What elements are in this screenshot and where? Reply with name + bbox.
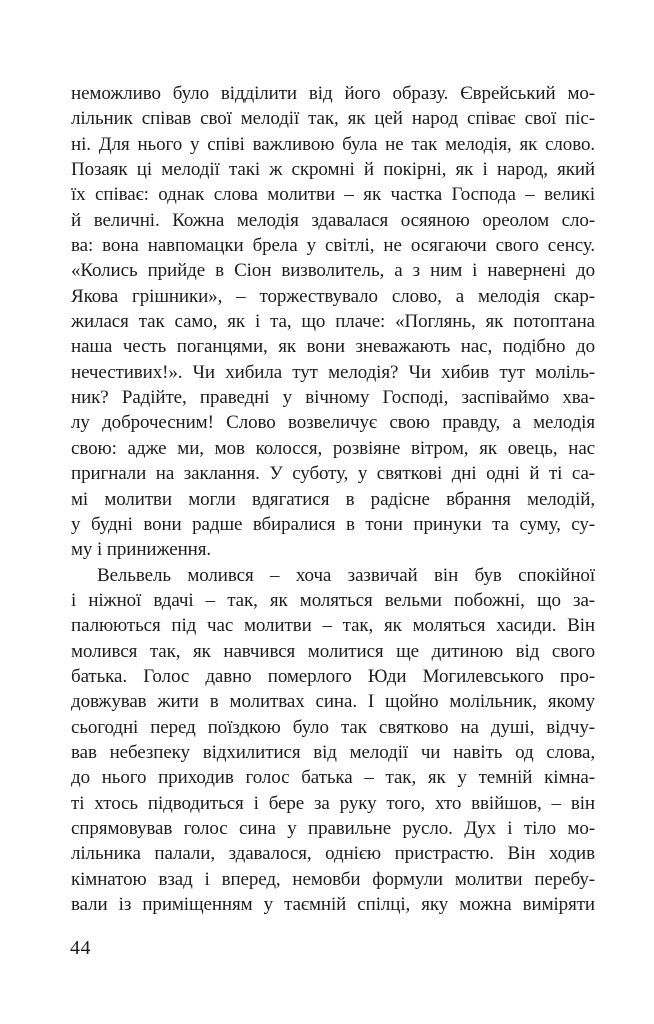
text-line: спрямовував голос сина у правильне русло. Дух і тіло мо- [71,817,595,839]
text-line: лу доброчесним! Слово возвеличує свою правду, а мелодія [71,412,595,434]
text-line: Якова грішники», – торжествувало слово, а мелодія скар- [71,285,595,307]
text-line: лільника палали, здавалося, однією пристрастю. Він ходив [71,843,595,865]
text-line: ник? Радійте, праведні у вічному Господі, заспіваймо хва- [71,387,595,409]
text-line: Позаяк ці мелодії такі ж скромні й покірні, як і народ, який [71,159,595,181]
text-line: ні. Для нього у співі важливою була не так мелодія, як слово. [71,133,595,155]
text-line: молився так, як навчився молитися ще дитиною від свого [71,640,595,662]
text-line: свою: адже ми, мов колосся, розвіяне вітром, як овець, нас [71,437,595,459]
text-line: батька. Голос давно померлого Юди Могилевського про- [71,665,595,687]
text-line: пригнали на заклання. У суботу, у святкові дні одні й ті са- [71,463,595,485]
text-line: мі молитви могли вдягатися в радісне вбрання мелодій, [71,488,595,510]
text-line: лільник співав свої мелодії так, як цей народ співає свої піс- [71,108,595,130]
text-line: кімнатою взад і вперед, немовби формули молитви перебу- [71,868,595,890]
text-block [71,81,595,917]
text-line: «Колись прийде в Сіон визволитель, а з ним і навернені до [71,260,595,282]
text-line: вали із приміщенням у таємній спілці, яку можна виміряти [71,894,595,915]
text-line: жилася так само, як і та, що плаче: «Поглянь, як потоптана [71,311,595,333]
text-line: неможливо було відділити від його образу. Єврейський мо- [71,83,595,104]
text-line: і ніжної вдачі – так, як моляться вельми побожні, що за- [71,589,595,611]
text-line: їх співає: однак слова молитви – як частка Господа – великі [71,184,595,206]
paragraph-1 [71,81,595,563]
text-line: сьогодні перед поїздкою було так святково на душі, відчу- [71,716,595,738]
text-line: палюються під час молитви – так, як моляться хасиди. Він [71,615,595,637]
text-line: довжував жити в молитвах сина. І щойно молільник, якому [71,691,595,713]
text-line: наша честь поганцями, як вони зневажають нас, подібно до [71,336,595,358]
text-line: ва: вона навпомацки брела у світлі, не осягаючи свого сенсу. [71,235,595,257]
text-line: му і приниження. [71,539,212,561]
text-line: й величні. Кожна мелодія здавалася осяяною ореолом сло- [71,209,595,231]
text-line: ті хтось підводиться і бере за руку того, хто ввійшов, – він [71,792,595,814]
page-number: 44 [70,937,91,959]
text-line: нечестивих!». Чи хибила тут мелодія? Чи хибив тут моліль- [71,361,595,383]
text-line: Вельвель молився – хоча зазвичай він був спокійної [97,564,595,586]
text-line: вав небезпеку відхилитися від мелодії чи навіть од слова, [71,741,595,763]
text-line: у будні вони радше вбиралися в тони принуки та суму, су- [71,513,595,535]
paragraph-2 [71,563,595,918]
text-line: до нього приходив голос батька – так, як у темній кімна- [71,767,595,789]
